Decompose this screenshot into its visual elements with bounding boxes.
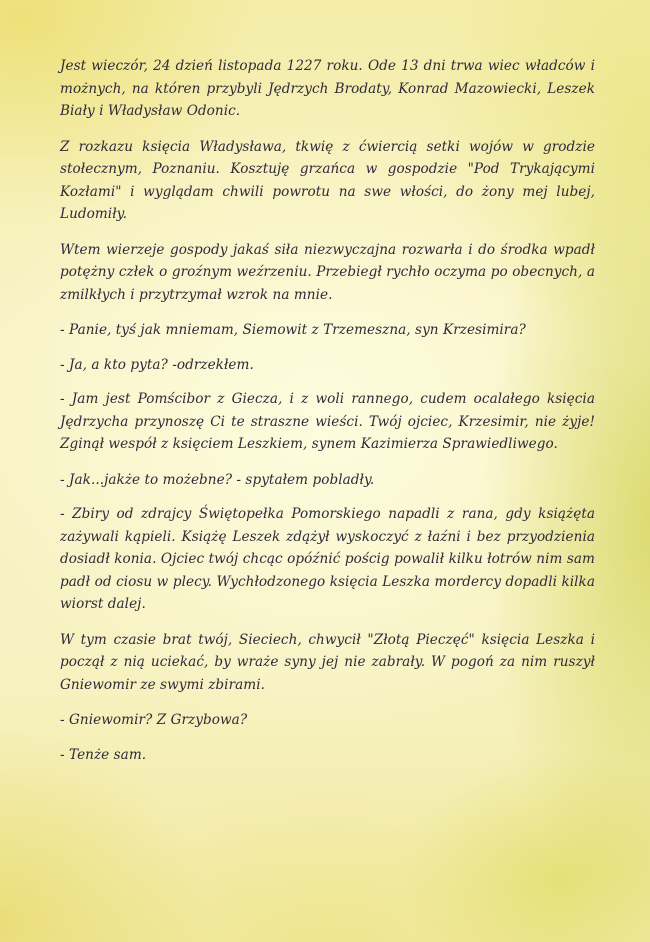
paragraph-arrival: Wtem wierzeje gospody jakaś siła niezwyczajna rozwarła i do środka wpadł potężny człek o groźnym weźrzeniu. Przebiegł rychło oczyma po obecnych, a zmilkłych i przytrzymał wzrok na mnie. <box>60 241 595 303</box>
dialogue-line: - Panie, tyś jak mniemam, Siemowit z Trzemeszna, syn Krzesimira? <box>60 322 526 338</box>
dialogue-line: - Jam jest Pomścibor z Giecza, i z woli rannego, cudem ocalałego księcia Jędrzycha przynoszę Ci te straszne wieści. Twój ojciec, Krzesimir, nie żyje! Zginął wespół z księciem Leszkiem, synem Kazimierza Sprawiedliwego. <box>60 391 595 452</box>
dialogue-line: - Zbiry od zdrajcy Świętopełka Pomorskiego napadli z rana, gdy książęta zażywali kąpieli. Książę Leszek zdążył wyskoczyć z łaźni i bez przyodzienia dosiadł konia. Ojciec twój chcąc opóźnić pościg powalił kilku łotrów nim sam padł od ciosu w plecy. Wychłodzonego księcia Leszka mordercy dopadli kilka wiorst dalej. <box>60 506 595 612</box>
paragraph-seal: W tym czasie brat twój, Sieciech, chwycił "Złotą Pieczęć" księcia Leszka i począł z nią uciekać, by wraże syny jej nie zabrały. W pogoń za nim ruszył Gniewomir ze swymi zbirami. <box>60 631 595 693</box>
dialogue-line: - Gniewomir? Z Grzybowa? <box>60 712 248 728</box>
paragraph-orders: Z rozkazu księcia Władysława, tkwię z ćwiercią setki wojów w grodzie stołecznym, Poznaniu. Kosztuję grzańca w gospodzie "Pod Trykającymi Kozłami" i wyglądam chwili powrotu na swe włości, do żony mej lubej, Ludomiły. <box>60 138 595 222</box>
dialogue-line: - Tenże sam. <box>60 746 147 763</box>
story-text <box>60 55 595 778</box>
paragraph-opening: Jest wieczór, 24 dzień listopada 1227 roku. Ode 13 dni trwa wiec władców i możnych, na któren przybyli Jędrzych Brodaty, Konrad Mazowiecki, Leszek Biały i Władysław Odonic. <box>60 58 595 119</box>
dialogue-line: - Ja, a kto pyta? -odrzekłem. <box>60 356 254 373</box>
dialogue-line: - Jak...jakże to możebne? - spytałem pobladły. <box>60 471 375 488</box>
